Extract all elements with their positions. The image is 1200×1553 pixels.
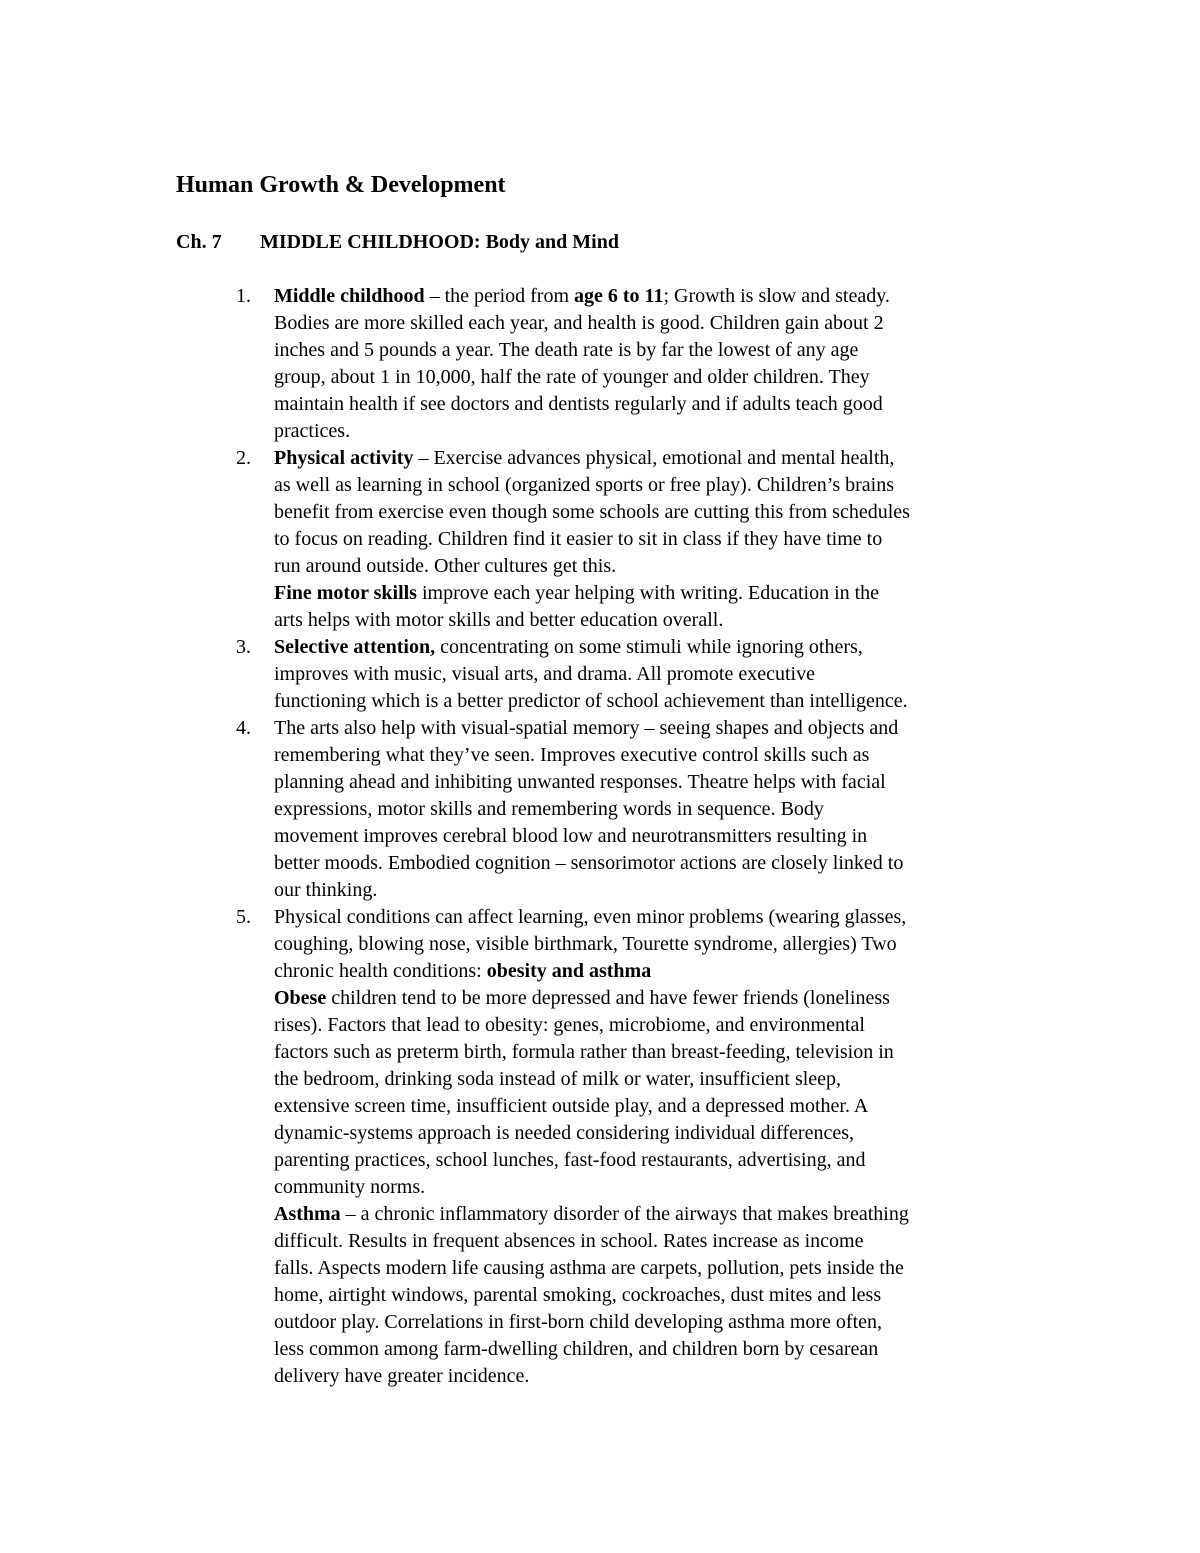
text-line	[274, 904, 1036, 931]
text-span: – the period from	[424, 285, 575, 307]
text-line	[274, 1282, 1036, 1309]
list-item-number: 1.	[236, 285, 251, 307]
text-line	[274, 931, 1036, 958]
text-span: to focus on reading. Children find it easier to sit in class if they have time to	[274, 528, 883, 550]
text-span: planning ahead and inhibiting unwanted responses. Theatre helps with facial	[274, 771, 886, 793]
bold-term: Obese	[274, 987, 327, 1009]
text-span: The arts also help with visual-spatial memory – seeing shapes and objects and	[274, 717, 899, 739]
text-span: factors such as preterm birth, formula rather than breast-feeding, television in	[274, 1041, 894, 1063]
text-line	[274, 688, 1036, 715]
text-span: movement improves cerebral blood low and neurotransmitters resulting in	[274, 825, 868, 847]
text-line	[274, 1336, 1036, 1363]
text-line	[274, 985, 1036, 1012]
text-line	[274, 1093, 1036, 1120]
text-line	[274, 553, 1036, 580]
text-span: our thinking.	[274, 879, 378, 901]
text-span: maintain health if see doctors and dentists regularly and if adults teach good	[274, 393, 883, 415]
text-line	[274, 742, 1036, 769]
text-span: coughing, blowing nose, visible birthmark, Tourette syndrome, allergies) Two	[274, 933, 897, 955]
text-span: as well as learning in school (organized sports or free play). Children’s brains	[274, 474, 895, 496]
bold-term: Middle childhood	[274, 285, 425, 307]
list-item	[236, 445, 1036, 634]
text-span: group, about 1 in 10,000, half the rate of younger and older children. They	[274, 366, 870, 388]
text-span: inches and 5 pounds a year. The death rate is by far the lowest of any age	[274, 339, 859, 361]
text-line	[274, 1012, 1036, 1039]
list-item-number: 5.	[236, 906, 251, 928]
bold-term: age 6 to 11	[574, 285, 664, 307]
text-span: chronic health conditions:	[274, 960, 487, 982]
text-line	[274, 823, 1036, 850]
text-span: falls. Aspects modern life causing asthma are carpets, pollution, pets inside the	[274, 1257, 904, 1279]
text-line	[274, 1309, 1036, 1336]
text-line	[274, 1363, 1036, 1390]
text-span: home, airtight windows, parental smoking, cockroaches, dust mites and less	[274, 1284, 882, 1306]
bold-term: Asthma	[274, 1203, 341, 1225]
text-span: improves with music, visual arts, and drama. All promote executive	[274, 663, 815, 685]
text-line	[274, 607, 1036, 634]
list-item	[236, 283, 1036, 445]
text-line	[274, 472, 1036, 499]
text-line	[274, 1120, 1036, 1147]
text-line	[274, 850, 1036, 877]
list-item-number: 3.	[236, 636, 251, 658]
text-line	[274, 364, 1036, 391]
text-span: benefit from exercise even though some schools are cutting this from schedules	[274, 501, 910, 523]
text-span: better moods. Embodied cognition – sensorimotor actions are closely linked to	[274, 852, 904, 874]
text-span: arts helps with motor skills and better education overall.	[274, 609, 724, 631]
text-line	[274, 796, 1036, 823]
chapter-heading	[176, 228, 619, 256]
text-span: expressions, motor skills and remembering words in sequence. Body	[274, 798, 824, 820]
text-line	[274, 499, 1036, 526]
text-span: improve each year helping with writing. Education in the	[416, 582, 880, 604]
text-line	[274, 283, 1036, 310]
text-line	[274, 715, 1036, 742]
text-span: dynamic-systems approach is needed considering individual differences,	[274, 1122, 855, 1144]
text-line	[274, 634, 1036, 661]
text-line	[274, 580, 1036, 607]
document-title: Human Growth & Development	[176, 172, 506, 198]
bold-term: Physical activity	[274, 447, 414, 469]
text-span: practices.	[274, 420, 351, 442]
text-span: community norms.	[274, 1176, 426, 1198]
list-item	[236, 715, 1036, 904]
text-span: Bodies are more skilled each year, and health is good. Children gain about 2	[274, 312, 884, 334]
text-line	[274, 1174, 1036, 1201]
text-line	[274, 1201, 1036, 1228]
text-span: extensive screen time, insufficient outside play, and a depressed mother. A	[274, 1095, 869, 1117]
text-span: parenting practices, school lunches, fast-food restaurants, advertising, and	[274, 1149, 866, 1171]
text-line	[274, 337, 1036, 364]
text-line	[274, 661, 1036, 688]
bold-term: Fine motor skills	[274, 582, 417, 604]
text-span: difficult. Results in frequent absences in school. Rates increase as income	[274, 1230, 864, 1252]
text-span: run around outside. Other cultures get this.	[274, 555, 617, 577]
text-span: less common among farm-dwelling children, and children born by cesarean	[274, 1338, 879, 1360]
list-item-number: 2.	[236, 447, 251, 469]
text-span: rises). Factors that lead to obesity: genes, microbiome, and environmental	[274, 1014, 865, 1036]
text-span: remembering what they’ve seen. Improves executive control skills such as	[274, 744, 870, 766]
text-span: concentrating on some stimuli while ignoring others,	[435, 636, 863, 658]
text-line	[274, 418, 1036, 445]
numbered-list	[236, 283, 1036, 1390]
list-item	[236, 634, 1036, 715]
text-span: outdoor play. Correlations in first-born child developing asthma more often,	[274, 1311, 883, 1333]
list-item	[236, 904, 1036, 1390]
text-line	[274, 1066, 1036, 1093]
text-line	[274, 1039, 1036, 1066]
text-span: ; Growth is slow and steady.	[663, 285, 890, 307]
list-item-number: 4.	[236, 717, 251, 739]
text-span: – a chronic inflammatory disorder of the airways that makes breathing	[340, 1203, 909, 1225]
text-line	[274, 1147, 1036, 1174]
text-line	[274, 526, 1036, 553]
text-span: delivery have greater incidence.	[274, 1365, 530, 1387]
text-span: functioning which is a better predictor of school achievement than intelligence.	[274, 690, 908, 712]
text-line	[274, 445, 1036, 472]
text-line	[274, 1255, 1036, 1282]
bold-term: obesity and asthma	[486, 960, 652, 982]
text-line	[274, 877, 1036, 904]
text-span: the bedroom, drinking soda instead of milk or water, insufficient sleep,	[274, 1068, 842, 1090]
chapter-number: Ch. 7	[176, 231, 222, 253]
text-span: children tend to be more depressed and have fewer friends (loneliness	[326, 987, 890, 1009]
text-line	[274, 769, 1036, 796]
bold-term: Selective attention,	[274, 636, 436, 658]
text-line	[274, 1228, 1036, 1255]
chapter-title: MIDDLE CHILDHOOD: Body and Mind	[260, 231, 619, 253]
text-line	[274, 391, 1036, 418]
text-line	[274, 958, 1036, 985]
text-span: Physical conditions can affect learning, even minor problems (wearing glasses,	[274, 906, 907, 928]
text-line	[274, 310, 1036, 337]
text-span: – Exercise advances physical, emotional and mental health,	[413, 447, 895, 469]
